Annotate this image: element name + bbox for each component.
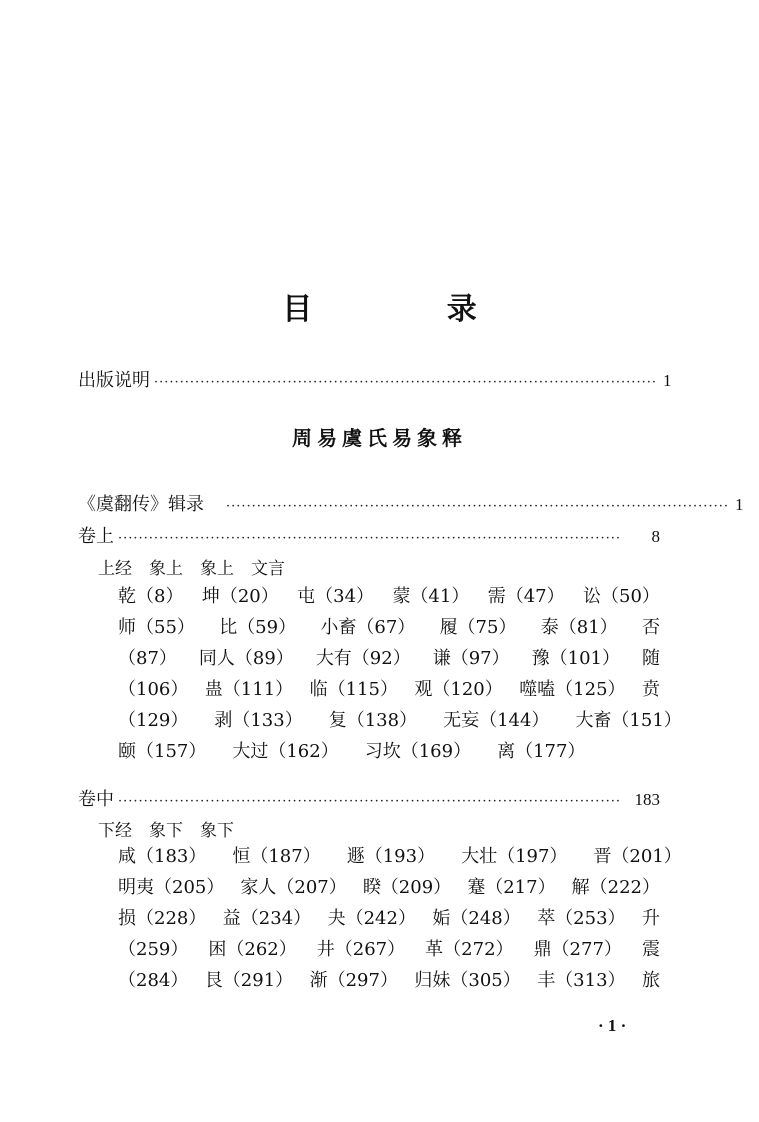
hexagram-entry: （259） xyxy=(118,939,189,960)
hexagram-entry: 师（55） xyxy=(118,617,195,638)
entry-line xyxy=(118,965,660,996)
hexagram-entry: 泰（81） xyxy=(540,617,618,638)
vol-middle-entries xyxy=(118,841,682,996)
hexagram-entry: 归妹（305） xyxy=(414,970,521,991)
hexagram-entry: 同人（89） xyxy=(198,648,294,669)
entry-line xyxy=(118,872,660,903)
hexagram-entry: 明夷（205） xyxy=(118,877,225,898)
entry-line xyxy=(118,674,660,705)
hexagram-entry: 否 xyxy=(641,617,660,638)
leader-dots: ·································································································· xyxy=(226,499,729,514)
toc-entry-biography xyxy=(78,490,744,516)
hexagram-entry: 蹇（217） xyxy=(467,877,556,898)
hexagram-entry: 比（59） xyxy=(219,617,297,638)
toc-entry-page: 183 xyxy=(634,790,660,809)
book-title: 周易虞氏易象释 xyxy=(292,426,467,450)
hexagram-entry: 丰（313） xyxy=(537,970,626,991)
toc-entry-vol-middle xyxy=(78,785,660,811)
hexagram-entry: 升 xyxy=(641,908,660,929)
hexagram-entry: 艮（291） xyxy=(204,970,294,991)
hexagram-entry: 贲 xyxy=(641,679,660,700)
hexagram-entry: 无妄（144） xyxy=(443,710,550,731)
hexagram-entry: 屯（34） xyxy=(297,586,375,607)
hexagram-entry: 解（222） xyxy=(571,877,660,898)
toc-entry-label: 出版说明 xyxy=(78,370,150,391)
hexagram-entry: 临（115） xyxy=(309,679,398,700)
hexagram-entry: 革（272） xyxy=(425,939,514,960)
hexagram-entry: 小畜（67） xyxy=(320,617,416,638)
hexagram-entry: 观（120） xyxy=(414,679,503,700)
hexagram-entry: 谦（97） xyxy=(432,648,510,669)
hexagram-entry: 需（47） xyxy=(487,586,565,607)
hexagram-entry: 大过（162） xyxy=(232,741,339,762)
hexagram-entry: 剥（133） xyxy=(214,710,303,731)
entry-line xyxy=(118,643,660,674)
hexagram-entry: 履（75） xyxy=(439,617,517,638)
hexagram-entry: 益（234） xyxy=(222,908,312,929)
toc-entry-page: 1 xyxy=(734,495,744,514)
hexagram-entry: （106） xyxy=(118,679,189,700)
hexagram-entry: 复（138） xyxy=(328,710,418,731)
vol-upper-subheading: 上经 象上 象上 文言 xyxy=(98,559,285,579)
entry-line xyxy=(118,612,660,643)
hexagram-entry: 坤（20） xyxy=(201,586,279,607)
entry-line xyxy=(118,705,682,736)
hexagram-entry: 旅 xyxy=(641,970,660,991)
hexagram-entry: （87） xyxy=(118,648,177,669)
entry-line xyxy=(118,934,660,965)
hexagram-entry: 大壮（197） xyxy=(461,846,568,867)
hexagram-entry: 乾（8） xyxy=(118,586,184,607)
hexagram-entry: （129） xyxy=(118,710,189,731)
leader-dots: ·································································································· xyxy=(118,794,621,809)
hexagram-entry: 姤（248） xyxy=(432,908,521,929)
hexagram-entry: 鼎（277） xyxy=(533,939,622,960)
hexagram-entry: 夬（242） xyxy=(327,908,416,929)
hexagram-entry: 讼（50） xyxy=(583,586,660,607)
hexagram-entry: 渐（297） xyxy=(309,970,398,991)
hexagram-entry: 豫（101） xyxy=(531,648,620,669)
entry-line xyxy=(118,903,660,934)
hexagram-entry: 蛊（111） xyxy=(204,679,294,700)
hexagram-entry: 大有（92） xyxy=(315,648,411,669)
page-number: · 1 · xyxy=(598,1016,627,1035)
hexagram-entry: 大畜（151） xyxy=(575,710,682,731)
toc-entry-page: 1 xyxy=(662,371,672,390)
toc-entry-label: 《虞翻传》辑录 xyxy=(78,494,204,515)
hexagram-entry: 离（177） xyxy=(497,741,586,762)
toc-entry-front-matter xyxy=(78,366,672,392)
page-title: 目 录 xyxy=(282,292,539,327)
hexagram-entry: 噬嗑（125） xyxy=(519,679,626,700)
hexagram-entry: 颐（157） xyxy=(118,741,207,762)
entry-line xyxy=(118,581,660,612)
hexagram-entry: 损（228） xyxy=(118,908,207,929)
hexagram-entry: 随 xyxy=(641,648,660,669)
hexagram-entry: 晋（201） xyxy=(593,846,682,867)
hexagram-entry: 家人（207） xyxy=(240,877,347,898)
entry-line xyxy=(118,736,660,767)
vol-upper-entries xyxy=(118,581,682,767)
hexagram-entry: 震 xyxy=(641,939,660,960)
hexagram-entry: 睽（209） xyxy=(362,877,452,898)
toc-entry-label: 卷上 xyxy=(78,526,114,547)
toc-entry-page: 8 xyxy=(651,527,660,546)
hexagram-entry: 遯（193） xyxy=(346,846,436,867)
hexagram-entry: 井（267） xyxy=(316,939,406,960)
hexagram-entry: 习坎（169） xyxy=(364,741,472,762)
leader-dots: ·································································································· xyxy=(118,531,621,546)
hexagram-entry: 萃（253） xyxy=(537,908,626,929)
hexagram-entry: 咸（183） xyxy=(118,846,207,867)
hexagram-entry: 恒（187） xyxy=(232,846,321,867)
leader-dots: ·································································································· xyxy=(154,375,657,390)
toc-entry-vol-upper xyxy=(78,522,660,548)
toc-entry-label: 卷中 xyxy=(78,789,114,810)
entry-line xyxy=(118,841,682,872)
hexagram-entry: （284） xyxy=(118,970,189,991)
hexagram-entry: 困（262） xyxy=(208,939,297,960)
vol-middle-subheading: 下经 象下 象下 xyxy=(98,821,234,841)
hexagram-entry: 蒙（41） xyxy=(392,586,470,607)
